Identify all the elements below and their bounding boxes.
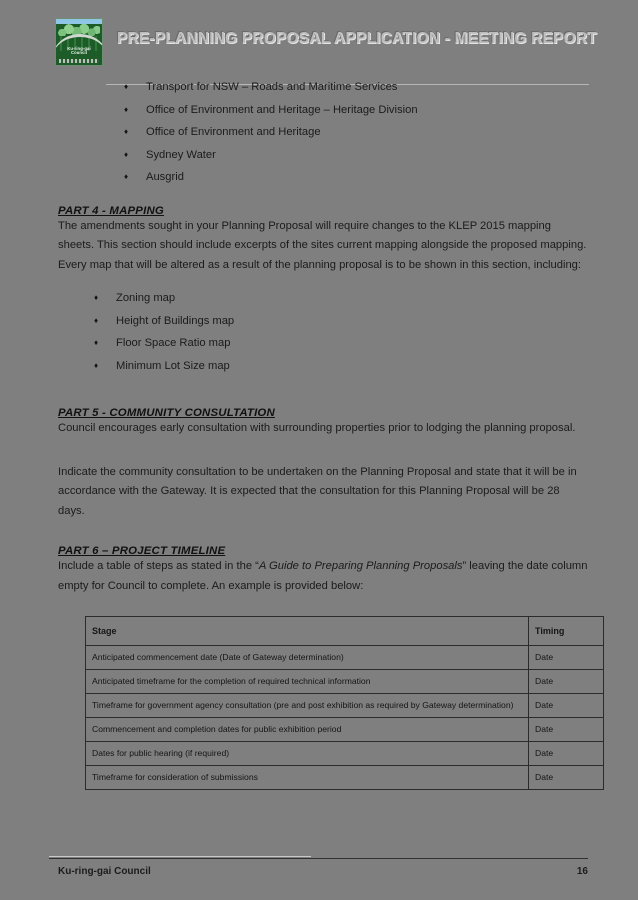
- column-header-timing: Timing: [529, 617, 604, 646]
- mapping-list: [58, 287, 588, 377]
- footer-divider: [49, 858, 588, 859]
- table-row: [86, 718, 604, 742]
- cell-timing: Date: [529, 646, 604, 670]
- part5-paragraph-2: Indicate the community consultation to be undertaken on the Planning Proposal and state that it will be in accordance with the Gateway. It is expected that the consultation for this Planning Proposal will be 28 days.: [58, 465, 577, 517]
- cell-stage: Timeframe for government agency consultation (pre and post exhibition as required by Gateway determination): [86, 694, 529, 718]
- council-logo: [55, 18, 103, 66]
- guide-document-title: A Guide to Preparing Planning Proposals: [258, 560, 463, 572]
- list-item: ♦ Sydney Water: [58, 144, 588, 167]
- cell-timing: Date: [529, 694, 604, 718]
- part6-text-before: Include a table of steps as stated in the “: [58, 560, 259, 572]
- table-row: [86, 742, 604, 766]
- list-item: ♦ Transport for NSW – Roads and Maritime Services: [58, 76, 588, 99]
- footer-divider-light: [49, 856, 311, 857]
- table-row: [86, 646, 604, 670]
- document-content: [58, 76, 588, 790]
- page-footer: [58, 866, 588, 877]
- page-title: PRE-PLANNING PROPOSAL APPLICATION - MEETING REPORT: [117, 30, 597, 47]
- part4-paragraph: The amendments sought in your Planning Proposal will require changes to the KLEP 2015 mapping sheets. This section should include excerpts of the sites current mapping alongside the proposed mapping. Every map that will be altered as a result of the planning proposal is to be shown in this section, including:: [58, 219, 587, 271]
- part5-heading: PART 5 - COMMUNITY CONSULTATION: [58, 407, 275, 419]
- part6-text-after: ” leaving the date column empty for Council to complete. An example is provided below:: [58, 560, 588, 592]
- column-header-stage: Stage: [86, 617, 529, 646]
- cell-stage: Timeframe for consideration of submissions: [86, 766, 529, 790]
- table-row: [86, 694, 604, 718]
- table-row: [86, 670, 604, 694]
- cell-timing: Date: [529, 742, 604, 766]
- footer-page-number: 16: [576, 866, 588, 877]
- footer-organisation: Ku-ring-gai Council: [58, 866, 151, 877]
- cell-stage: Commencement and completion dates for public exhibition period: [86, 718, 529, 742]
- logo-text-line2: Council: [70, 50, 88, 56]
- part5-paragraph-1: Council encourages early consultation with surrounding properties prior to lodging the planning proposal.: [58, 422, 576, 434]
- cell-stage: Dates for public hearing (if required): [86, 742, 529, 766]
- page-header: [49, 16, 597, 68]
- table-row: [86, 766, 604, 790]
- cell-timing: Date: [529, 766, 604, 790]
- table-header-row: [86, 617, 604, 646]
- list-item: ♦ Height of Buildings map: [58, 310, 588, 333]
- cell-stage: Anticipated commencement date (Date of Gateway determination): [86, 646, 529, 670]
- logo-base-band: [59, 59, 99, 63]
- logo-text: [56, 47, 102, 56]
- list-item: ♦ Office of Environment and Heritage: [58, 121, 588, 144]
- list-item: ♦ Minimum Lot Size map: [58, 355, 588, 378]
- part4-heading: PART 4 - MAPPING: [58, 204, 164, 217]
- list-item: ♦ Office of Environment and Heritage – Heritage Division: [58, 99, 588, 122]
- project-timeline-table: [85, 616, 604, 790]
- logo-text-line1: Ku-ring-gai: [67, 45, 91, 51]
- agency-list: [58, 76, 588, 189]
- cell-stage: Anticipated timeframe for the completion of required technical information: [86, 670, 529, 694]
- cell-timing: Date: [529, 718, 604, 742]
- list-item: ♦ Ausgrid: [58, 166, 588, 189]
- part6-paragraph: [58, 557, 588, 596]
- list-item: ♦ Zoning map: [58, 287, 588, 310]
- cell-timing: Date: [529, 670, 604, 694]
- part6-heading: PART 6 – PROJECT TIMELINE: [58, 545, 226, 557]
- list-item: ♦ Floor Space Ratio map: [58, 332, 588, 355]
